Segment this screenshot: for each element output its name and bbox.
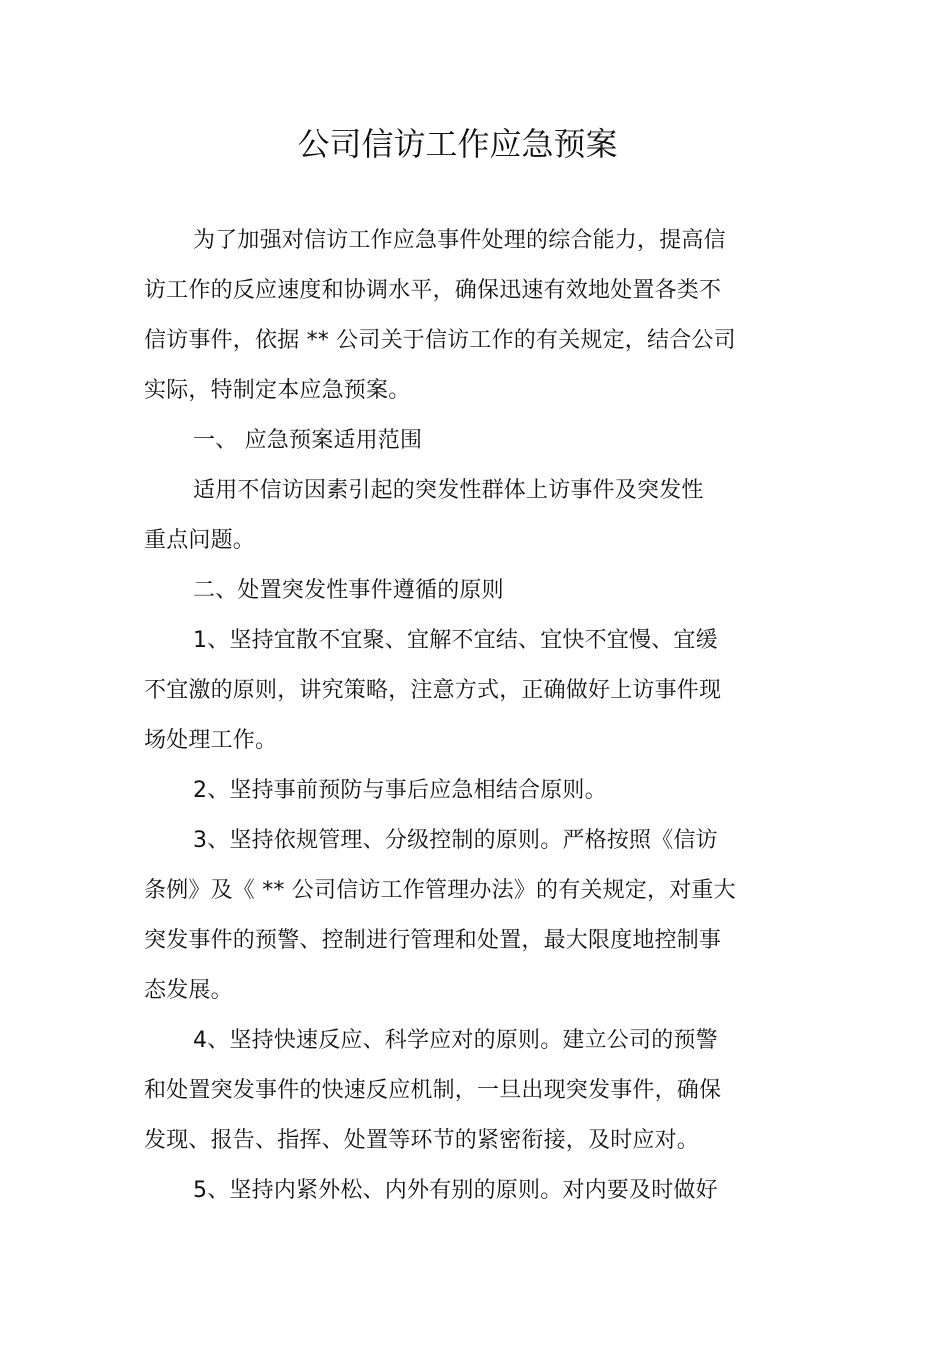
paragraph-line: 和处置突发事件的快速反应机制，一旦出现突发事件，确保 [144, 1078, 722, 1103]
paragraph-line: 实际，特制定本应急预案。 [144, 378, 411, 403]
paragraph-line: 2、坚持事前预防与事后应急相结合原则。 [193, 778, 607, 803]
paragraph-line: 重点问题。 [144, 528, 256, 553]
section-heading: 二、处置突发性事件遵循的原则 [193, 578, 504, 603]
paragraph-line: 适用不信访因素引起的突发性群体上访事件及突发性 [193, 478, 704, 503]
document-title: 公司信访工作应急预案 [297, 125, 618, 163]
section-heading: 一、 应急预案适用范围 [193, 428, 423, 453]
paragraph-line: 态发展。 [144, 978, 233, 1003]
paragraph-line: 为了加强对信访工作应急事件处理的综合能力，提高信 [193, 228, 726, 253]
paragraph-line: 场处理工作。 [144, 728, 278, 753]
paragraph-line: 1、坚持宜散不宜聚、宜解不宜结、宜快不宜慢、宜缓 [193, 628, 718, 653]
paragraph-line: 5、坚持内紧外松、内外有别的原则。对内要及时做好 [193, 1178, 718, 1203]
paragraph-line: 3、坚持依规管理、分级控制的原则。严格按照《信访 [193, 828, 718, 853]
paragraph-line: 不宜激的原则，讲究策略，注意方式，正确做好上访事件现 [144, 678, 722, 703]
paragraph-line: 发现、报告、指挥、处置等环节的紧密衔接，及时应对。 [144, 1128, 700, 1153]
paragraph-line: 信访事件，依据 ** 公司关于信访工作的有关规定，结合公司 [144, 328, 736, 353]
paragraph-line: 访工作的反应速度和协调水平，确保迅速有效地处置各类不 [144, 278, 722, 303]
paragraph-line: 条例》及《 ** 公司信访工作管理办法》的有关规定，对重大 [144, 878, 736, 903]
paragraph-line: 突发事件的预警、控制进行管理和处置，最大限度地控制事 [144, 928, 722, 953]
paragraph-line: 4、坚持快速反应、科学应对的原则。建立公司的预警 [193, 1028, 718, 1053]
